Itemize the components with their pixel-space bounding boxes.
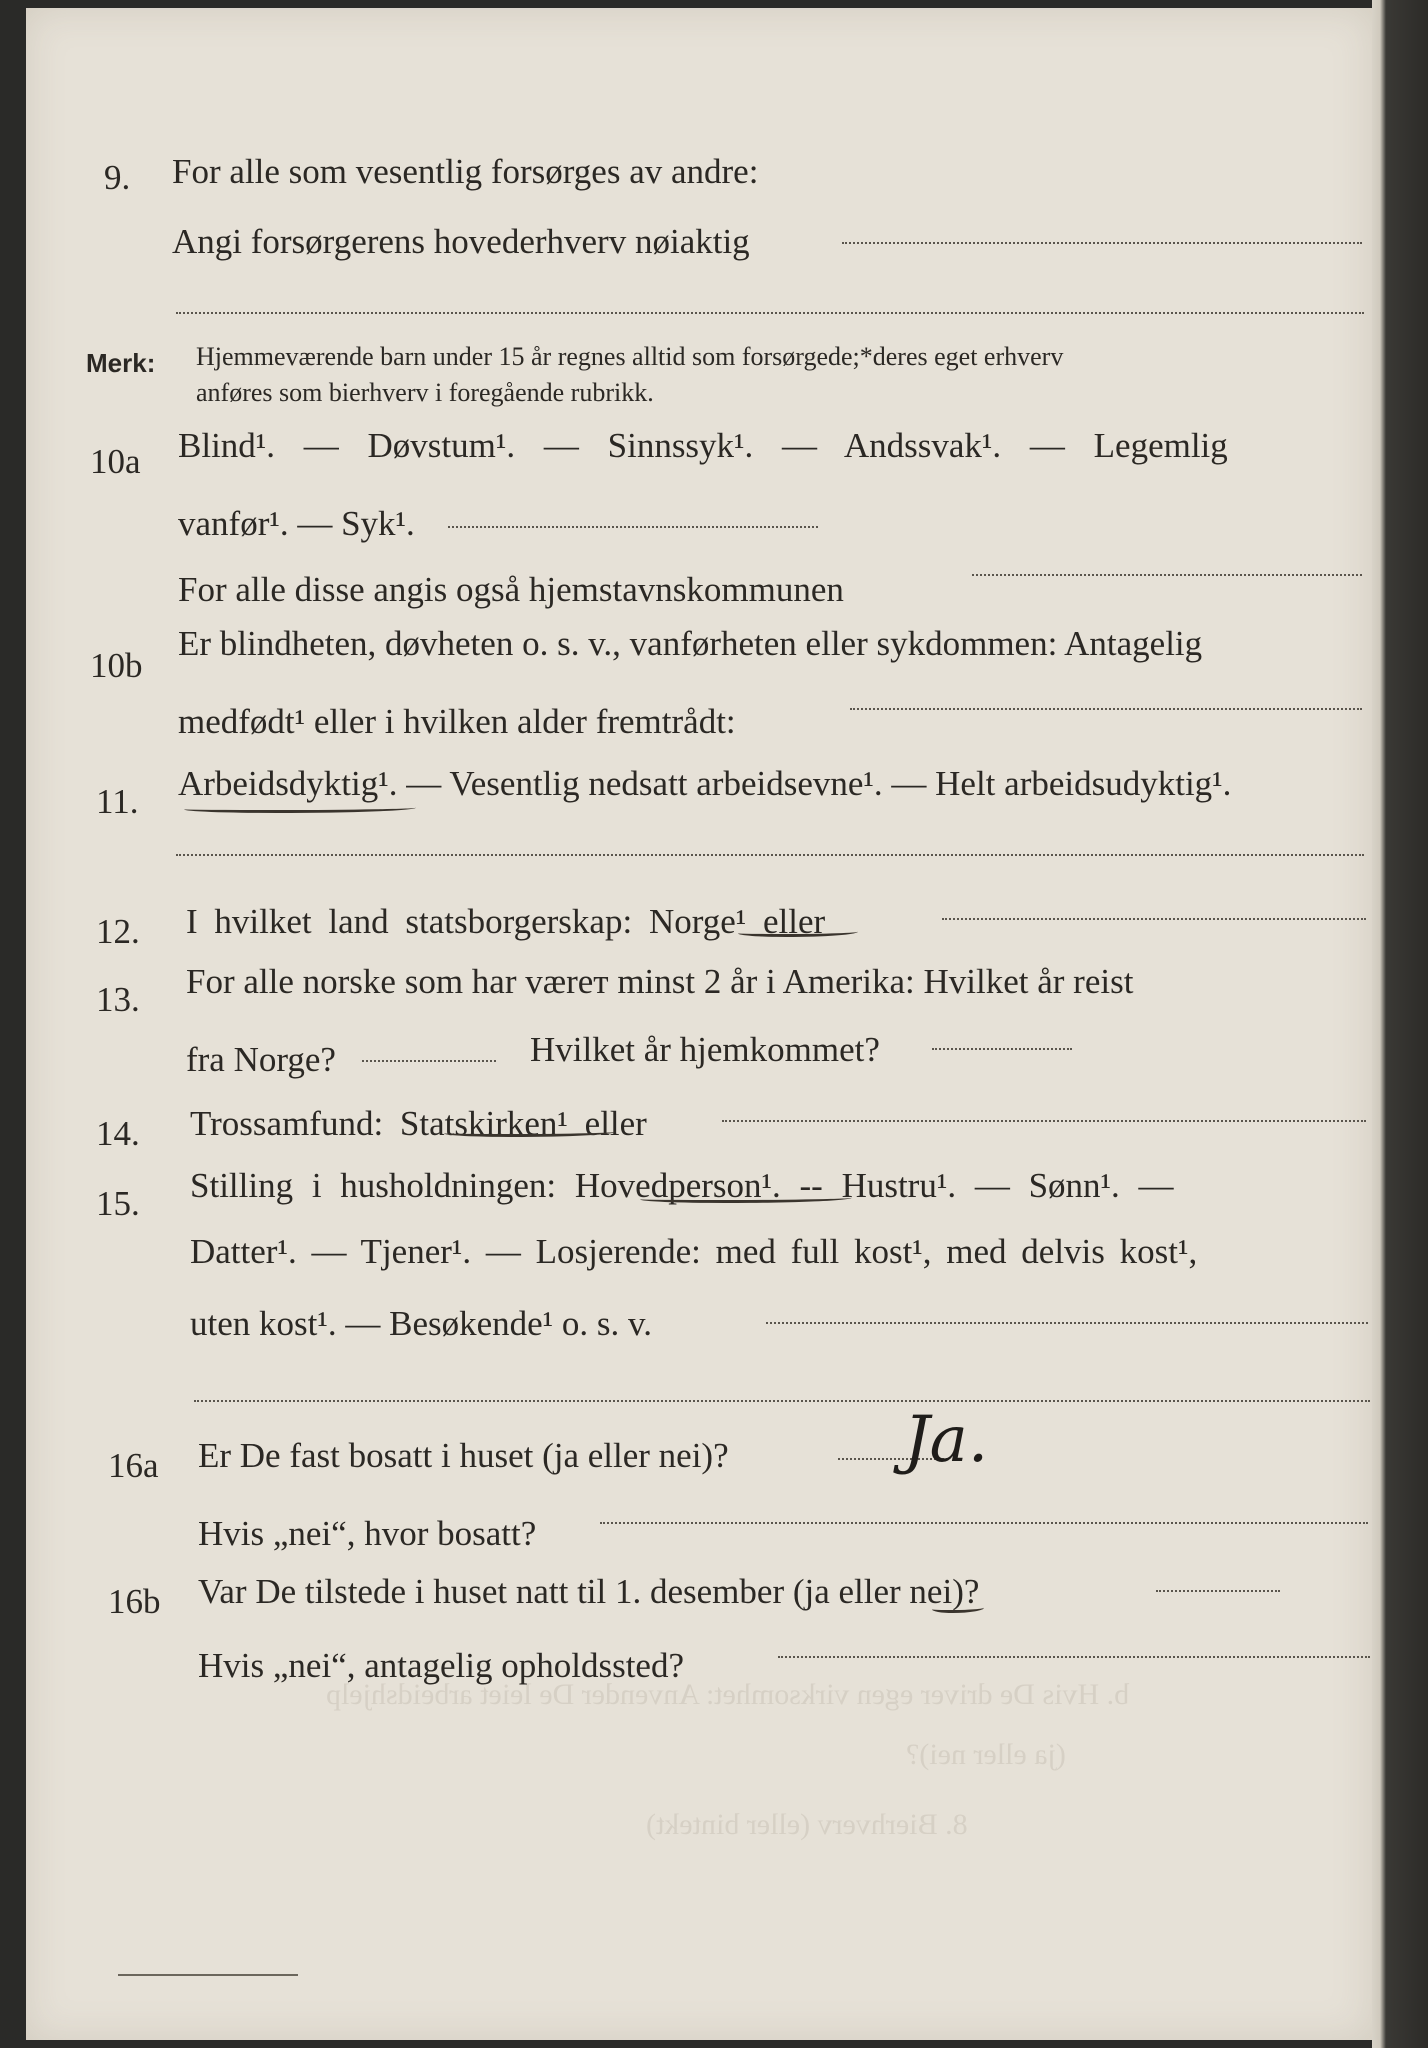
q15-answer-dots-2 [194,1400,1370,1402]
q9-line1: For alle som vesentlig forsørges av andre: [172,152,759,191]
q16b-answer-dots-2 [778,1656,1370,1658]
merk-line1: Hjemmeværende barn under 15 år regnes alltid som forsørgede;*deres eget erhverv [196,342,1064,371]
q13-line1: For alle norske som har væreт minst 2 år i Amerika: Hvilket år reist [186,962,1134,1001]
q10a-line2: vanfør¹. — Syk¹. [178,504,415,543]
q9-answer-dots [842,242,1362,244]
bleed-through-text: 8. Bierhverv (eller bintekt) [646,1808,968,1841]
q12-text: I hvilket land statsborgerskap: Norge¹ eller [186,902,826,941]
q15-line3: uten kost¹. — Besøkende¹ o. s. v. [190,1304,653,1343]
q14-answer-dots [722,1120,1366,1122]
bleed-through-text: (ja eller nei)? [906,1738,1066,1771]
q16a-answer-dots-2 [600,1522,1368,1524]
q13-line2a: fra Norge? [186,1040,336,1079]
q13-answer-dots-b [932,1048,1072,1050]
merk-label: Merk: [86,348,156,378]
q15-line1: Stilling i husholdningen: Hovedperson¹. -- Hustru¹. — Sønn¹. — [190,1166,1174,1205]
q10a-answer-dots [448,526,818,528]
q10a-line3: For alle disse angis også hjemstavnskommunen [178,570,844,609]
q13-answer-dots-a [362,1060,496,1062]
page-edge [1372,0,1428,2048]
q16b-number: 16b [108,1582,161,1621]
footnote-rule [118,1974,298,1976]
q14-number: 14. [96,1114,140,1153]
q16a-number: 16a [108,1446,159,1485]
q16a-handwritten-answer: Ja. [904,1403,989,1477]
ja-underline [932,1604,984,1613]
q12-answer-dots [942,918,1366,920]
merk-line2: anføres som bierhverv i foregående rubrikk. [196,378,654,407]
q16b-line1: Var De tilstede i huset natt til 1. desember (ja eller nei)? [198,1572,980,1611]
q14-text: Trossamfund: Statskirken¹ eller [190,1104,647,1143]
q10b-line2: medfødt¹ eller i hvilken alder fremtrådt: [178,702,736,741]
q11-answer-dots [176,854,1364,856]
q15-answer-dots [766,1322,1368,1324]
arbeidsdyktig-underline [184,804,416,813]
q16b-line2: Hvis „nei“, antagelig opholdssted? [198,1646,684,1685]
q12-number: 12. [96,912,140,951]
norge-underline [738,928,858,937]
bleed-through-text: b. Hvis De driver egen virksomhet: Anvender De leiet arbeidshjelp [326,1678,1130,1711]
q13-line2b: Hvilket år hjemkommet? [530,1030,880,1069]
q10b-number: 10b [90,646,143,685]
q10a-answer-dots-2 [972,574,1362,576]
q16a-line1: Er De fast bosatt i huset (ja eller nei)? [198,1436,729,1475]
q9-line2: Angi forsørgerens hovederhverv nøiaktig [172,222,750,261]
q9-number: 9. [104,158,131,197]
form-page [26,8,1372,2040]
q13-number: 13. [96,980,140,1019]
q16b-answer-dots [1156,1590,1280,1592]
q10b-answer-dots [850,708,1362,710]
q15-number: 15. [96,1184,140,1223]
q11-number: 11. [96,782,139,821]
q11-text: Arbeidsdyktig¹. — Vesentlig nedsatt arbeidsevne¹. — Helt arbeidsudyktig¹. [178,764,1232,803]
q16a-line2: Hvis „nei“, hvor bosatt? [198,1514,537,1553]
q10a-line1: Blind¹. — Døvstum¹. — Sinnssyk¹. — Andssvak¹. — Legemlig [178,426,1228,465]
q10b-line1: Er blindheten, døvheten o. s. v., vanførheten eller sykdommen: Antagelig [178,624,1203,663]
q9-answer-dots-2 [176,312,1364,314]
q15-line2: Datter¹. — Tjener¹. — Losjerende: med full kost¹, med delvis kost¹, [190,1232,1198,1271]
q10a-number: 10a [90,442,141,481]
